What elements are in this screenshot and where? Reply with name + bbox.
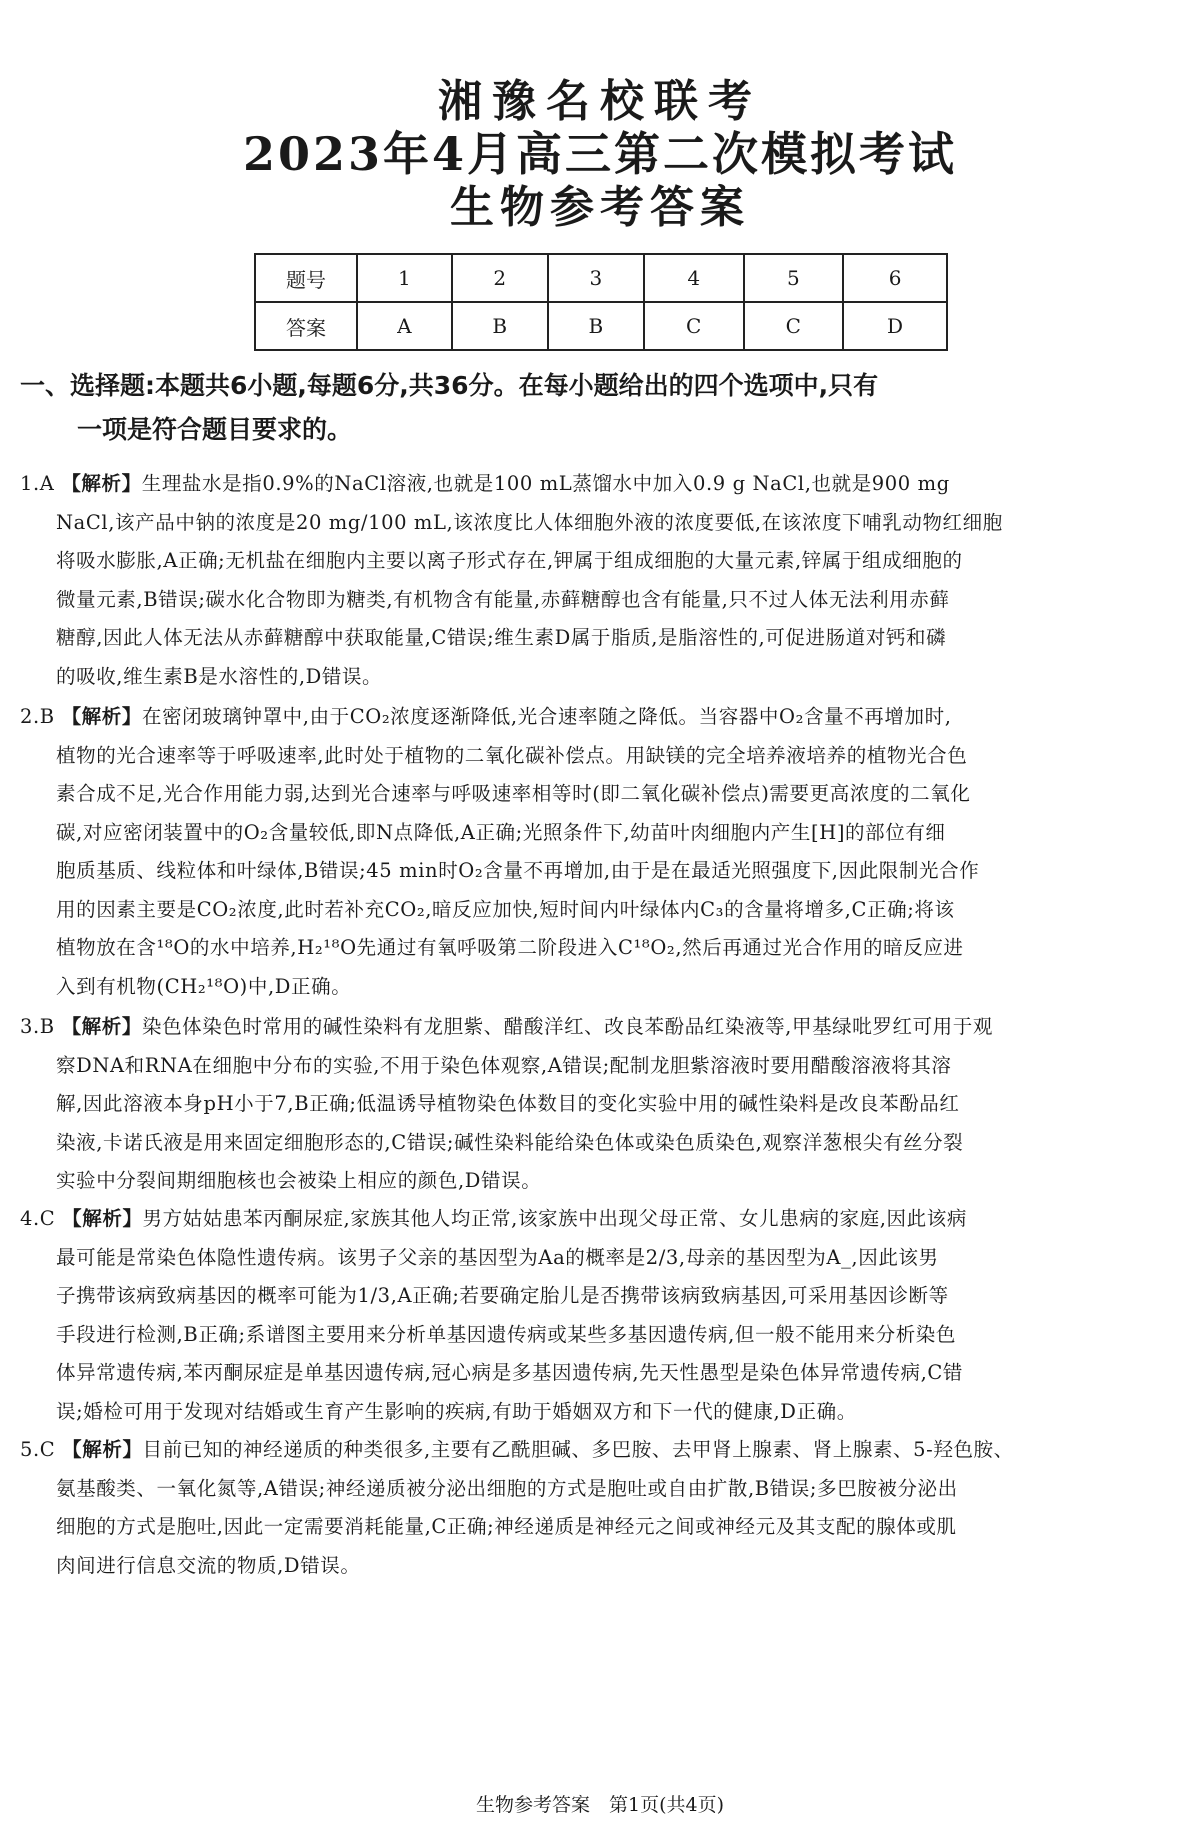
- question-number: 2.B: [20, 705, 55, 728]
- answer-key-title: 生物参考答案: [450, 182, 750, 233]
- section-heading: [20, 364, 1180, 452]
- explanation-line: [20, 465, 1180, 504]
- section-heading-line: 一、选择题:本题共6小题,每题6分,共36分。在每小题给出的四个选项中,只有: [20, 371, 879, 400]
- exam-name-title: 2023年4月高三第二次模拟考试: [242, 127, 958, 181]
- explanation-line: 最可能是常染色体隐性遗传病。该男子父亲的基因型为Aa的概率是2/3,母亲的基因型为A_,因此该男: [56, 1245, 939, 1269]
- question-2-explanation: [20, 698, 1180, 1006]
- question-number: 3.B: [20, 1015, 55, 1038]
- analysis-tag: 【解析】: [61, 472, 142, 495]
- explanation-line: 误;婚检可用于发现对结婚或生育产生影响的疾病,有助于婚姻双方和下一代的健康,D正确。: [56, 1399, 857, 1423]
- explanation-line: 微量元素,B错误;碳水化合物即为糖类,有机物含有能量,赤藓糖醇也含有能量,只不过人体无法利用赤藓: [56, 587, 950, 611]
- explanation-text: 在密闭玻璃钟罩中,由于CO₂浓度逐渐降低,光合速率随之降低。当容器中O₂含量不再增加时,: [141, 705, 952, 728]
- question-number-cell: 4: [644, 254, 744, 302]
- row-label-number: 题号: [255, 254, 357, 302]
- question-number: 5.C: [20, 1438, 56, 1461]
- explanation-line: [20, 1200, 1180, 1239]
- answer-cell: A: [357, 302, 452, 350]
- analysis-tag: 【解析】: [61, 1015, 142, 1038]
- question-number-cell: 1: [357, 254, 452, 302]
- row-label-answer: 答案: [255, 302, 357, 350]
- explanation-text: 生理盐水是指0.9%的NaCl溶液,也就是100 mL蒸馏水中加入0.9 g NaCl,也就是900 mg: [141, 472, 950, 495]
- explanation-line: 手段进行检测,B正确;系谱图主要用来分析单基因遗传病或某些多基因遗传病,但一般不能用来分析染色: [56, 1322, 956, 1346]
- explanation-line: 实验中分裂间期细胞核也会被染上相应的颜色,D错误。: [56, 1169, 542, 1192]
- explanation-line: 氨基酸类、一氧化氮等,A错误;神经递质被分泌出细胞的方式是胞吐或自由扩散,B错误;多巴胺被分泌出: [56, 1476, 958, 1500]
- question-3-explanation: [20, 1008, 1180, 1201]
- answer-cell: C: [744, 302, 844, 350]
- answer-cell: D: [843, 302, 947, 350]
- question-5-explanation: [20, 1431, 1180, 1585]
- explanation-line: 将吸水膨胀,A正确;无机盐在细胞内主要以离子形式存在,钾属于组成细胞的大量元素,锌属于组成细胞的: [56, 549, 963, 572]
- question-1-explanation: [20, 465, 1180, 696]
- question-4-explanation: [20, 1200, 1180, 1431]
- explanation-text: 男方姑姑患苯丙酮尿症,家族其他人均正常,该家族中出现父母正常、女儿患病的家庭,因此该病: [142, 1207, 967, 1230]
- explanation-line: 体异常遗传病,苯丙酮尿症是单基因遗传病,冠心病是多基因遗传病,先天性愚型是染色体异常遗传病,C错: [56, 1361, 964, 1384]
- answer-table-row-numbers: [255, 254, 947, 302]
- analysis-tag: 【解析】: [62, 1438, 143, 1461]
- explanation-line: 察DNA和RNA在细胞中分布的实验,不用于染色体观察,A错误;配制龙胆紫溶液时要用醋酸溶液将其溶: [56, 1053, 952, 1077]
- page-footer: 生物参考答案 第1页(共4页): [475, 1794, 724, 1816]
- explanation-line: [20, 1008, 1180, 1047]
- question-number: 4.C: [20, 1207, 56, 1230]
- explanation-line: [20, 698, 1180, 737]
- explanation-line: 素合成不足,光合作用能力弱,达到光合速率与呼吸速率相等时(即二氧化碳补偿点)需要更高浓度的二氧化: [56, 782, 971, 805]
- explanation-line: [20, 1431, 1180, 1470]
- explanation-line: 植物的光合速率等于呼吸速率,此时处于植物的二氧化碳补偿点。用缺镁的完全培养液培养的植物光合色: [56, 743, 968, 767]
- explanation-line: 子携带该病致病基因的概率可能为1/3,A正确;若要确定胎儿是否携带该病致病基因,可采用基因诊断等: [56, 1284, 949, 1307]
- explanation-line: 碳,对应密闭装置中的O₂含量较低,即N点降低,A正确;光照条件下,幼苗叶肉细胞内产生[H]的部位有细: [56, 820, 946, 844]
- section-heading-line: 一项是符合题目要求的。: [77, 415, 353, 444]
- explanation-line: 解,因此溶液本身pH小于7,B正确;低温诱导植物染色体数目的变化实验中用的碱性染料是改良苯酚品红: [56, 1092, 960, 1115]
- explanation-line: NaCl,该产品中钠的浓度是20 mg/100 mL,该浓度比人体细胞外液的浓度要低,在该浓度下哺乳动物红细胞: [56, 510, 1003, 534]
- analysis-tag: 【解析】: [62, 1207, 143, 1230]
- explanation-line: 染液,卡诺氏液是用来固定细胞形态的,C错误;碱性染料能给染色体或染色质染色,观察洋葱根尖有丝分裂: [56, 1130, 964, 1154]
- explanation-line: 细胞的方式是胞吐,因此一定需要消耗能量,C正确;神经递质是神经元之间或神经元及其支配的腺体或肌: [56, 1515, 957, 1538]
- explanation-line: 糖醇,因此人体无法从赤藓糖醇中获取能量,C错误;维生素D属于脂质,是脂溶性的,可促进肠道对钙和磷: [56, 626, 947, 649]
- question-number-cell: 3: [548, 254, 644, 302]
- answer-cell: C: [644, 302, 744, 350]
- analysis-tag: 【解析】: [61, 705, 142, 728]
- question-number-cell: 6: [843, 254, 947, 302]
- explanation-text: 染色体染色时常用的碱性染料有龙胆紫、醋酸洋红、改良苯酚品红染液等,甲基绿吡罗红可用于观: [141, 1015, 993, 1038]
- question-number-cell: 2: [452, 254, 548, 302]
- exam-org-title: 湘豫名校联考: [438, 76, 762, 127]
- explanation-line: 胞质基质、线粒体和叶绿体,B错误;45 min时O₂含量不再增加,由于是在最适光照强度下,因此限制光合作: [56, 859, 980, 882]
- explanation-line: 肉间进行信息交流的物质,D错误。: [56, 1553, 361, 1577]
- explanation-text: 目前已知的神经递质的种类很多,主要有乙酰胆碱、多巴胺、去甲肾上腺素、肾上腺素、5-羟色胺、: [142, 1438, 1014, 1461]
- explanation-line: 入到有机物(CH₂¹⁸O)中,D正确。: [56, 974, 352, 998]
- answer-table: [254, 253, 948, 351]
- answer-table-row-answers: [255, 302, 947, 350]
- question-number-cell: 5: [744, 254, 844, 302]
- explanation-line: 用的因素主要是CO₂浓度,此时若补充CO₂,暗反应加快,短时间内叶绿体内C₃的含量将增多,C正确;将该: [56, 897, 955, 921]
- answer-cell: B: [452, 302, 548, 350]
- explanation-line: 植物放在含¹⁸O的水中培养,H₂¹⁸O先通过有氧呼吸第二阶段进入C¹⁸O₂,然后再通过光合作用的暗反应进: [56, 936, 964, 959]
- answer-cell: B: [548, 302, 644, 350]
- explanation-line: 的吸收,维生素B是水溶性的,D错误。: [56, 664, 383, 688]
- question-number: 1.A: [20, 472, 55, 495]
